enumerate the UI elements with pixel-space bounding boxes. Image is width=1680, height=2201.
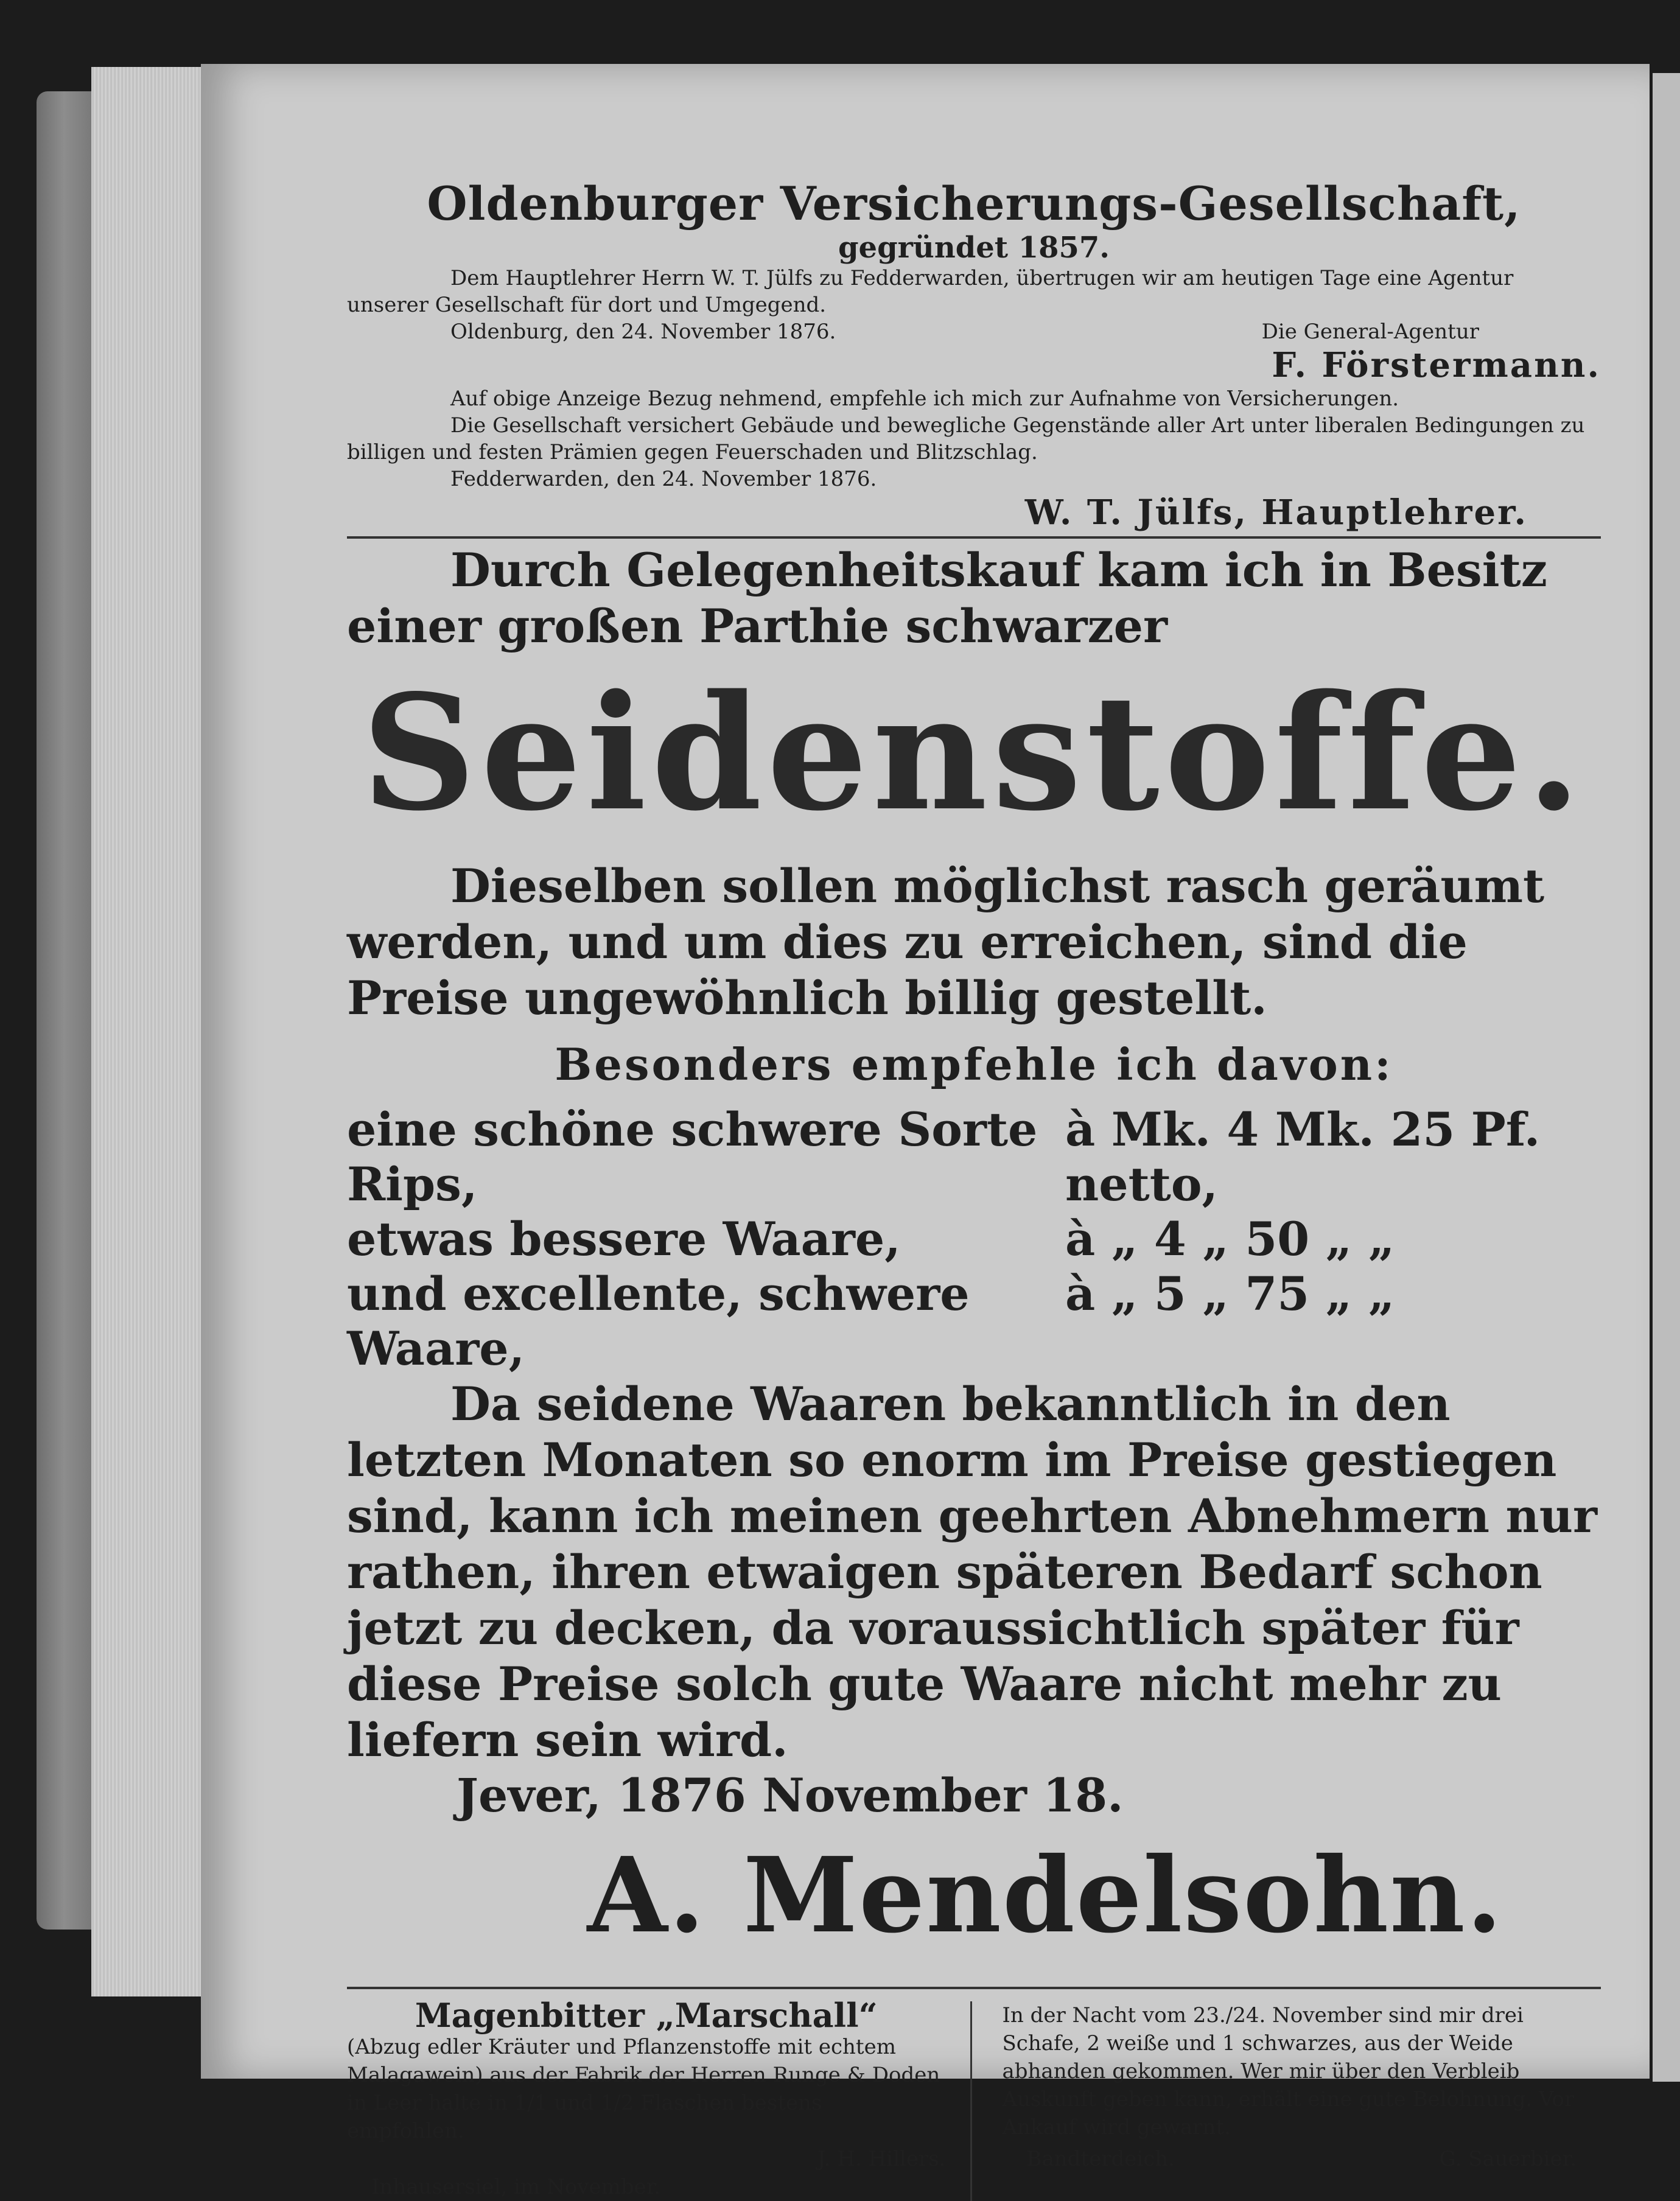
sheep-footer: [1003, 2145, 1601, 2173]
bottom-ads: [347, 1996, 1601, 2201]
price-value: à „ 4 „ 50 „ „: [1065, 1212, 1395, 1266]
ad-paragraph-2: Da seidene Waaren bekanntlich in den letzten Monaten so enorm im Preise gestiegen sind, kann ich meinen geehrten Abnehmern nur rathen, ihren etwaigen späteren Bedarf schon jetzt zu decken, da voraussichtlich später für diese Preise solch gute Waare nicht mehr zu liefern sein wird.: [347, 1377, 1598, 1767]
agency-notice: Dem Hauptlehrer Herrn W. T. Jülfs zu Fedderwarden, übertrugen wir am heutigen Tage eine Agentur unserer Gesellschaft für dort und Umgegend.: [347, 266, 1514, 317]
sheep-notice: [1003, 2001, 1601, 2201]
agent-line-2: Die Gesellschaft versichert Gebäude und bewegliche Gegenstände aller Art unter liberalen Bedingungen zu billigen und festen Prämien gegen Feuerschaden und Blitzschlag.: [347, 413, 1585, 464]
price-row: [347, 1212, 1601, 1267]
agency-signature: F. Förstermann.: [1272, 345, 1601, 385]
company-name: Oldenburger Versicherungs-Gesellschaft,: [427, 177, 1521, 231]
price-desc: eine schöne schwere Sorte Rips,: [347, 1102, 1038, 1211]
ad-date: Jever, 1876 November 18.: [457, 1768, 1124, 1822]
price-desc: etwas bessere Waare,: [347, 1212, 901, 1266]
place-date-fedderwarden: Fedderwarden, den 24. November 1876.: [450, 467, 877, 491]
agency-label: Die General-Agentur: [1261, 320, 1479, 344]
sheep-signer: G. Sauerbier.: [1439, 2147, 1577, 2171]
bottom-divider: [347, 1987, 1601, 1989]
page-content: [347, 152, 1601, 2201]
bitters-title: Magenbitter „Marschall“: [415, 1996, 878, 2035]
agency-footer: [347, 318, 1601, 345]
price-row: [347, 1267, 1601, 1376]
founded-line: gegründet 1857.: [838, 231, 1110, 265]
bitters-signer: J. H. Hillers.: [817, 2147, 946, 2171]
price-list: [347, 1102, 1601, 1376]
ad-subhead: Besonders empfehle ich davon:: [555, 1038, 1393, 1090]
sheep-place: Bandterdeich.: [1026, 2147, 1175, 2171]
ad-headline: Seidenstoffe.: [362, 660, 1586, 846]
bitters-place: Inhausersiel, im November.: [371, 2175, 661, 2199]
ad-intro: Durch Gelegenheitskauf kam ich in Besitz einer großen Parthie schwarzer: [347, 543, 1547, 653]
divider: [347, 536, 1601, 539]
place-date-oldenburg: Oldenburg, den 24. November 1876.: [450, 320, 836, 344]
agent-signature: W. T. Jülfs, Hauptlehrer.: [1024, 492, 1528, 533]
price-desc: und excellente, schwere Waare,: [347, 1267, 970, 1376]
ad-signature: A. Mendelsohn.: [587, 1835, 1503, 1956]
agent-line-1: Auf obige Anzeige Bezug nehmend, empfehle ich mich zur Aufnahme von Versicherungen.: [450, 387, 1399, 411]
price-value: à „ 5 „ 75 „ „: [1065, 1267, 1395, 1321]
sheep-body: In der Nacht vom 23./24. November sind mir drei Schafe, 2 weiße und 1 schwarzes, aus der Weide abhanden gekommen. Wer mir über den Verbleib Auskunft geben kann, erhält eine gute Belohnung. Vor Ankauf wird gewarnt.: [1002, 2003, 1575, 2140]
next-page-edge: [1653, 73, 1680, 2082]
bitters-ad: [347, 1996, 972, 2201]
price-value: à Mk. 4 Mk. 25 Pf. netto,: [1065, 1102, 1541, 1211]
ad-paragraph-1: Dieselben sollen möglichst rasch geräumt werden, und um dies zu erreichen, sind die Preise ungewöhnlich billig gestellt.: [347, 859, 1545, 1025]
price-row: [347, 1102, 1601, 1212]
bitters-body: (Abzug edler Kräuter und Pflanzenstoffe mit echtem Malagawein) aus der Fabrik der Herren Runge & Doden in Leer halte in 1/1 und 1/2 Flaschen bestens empfohlen.: [347, 2035, 940, 2143]
